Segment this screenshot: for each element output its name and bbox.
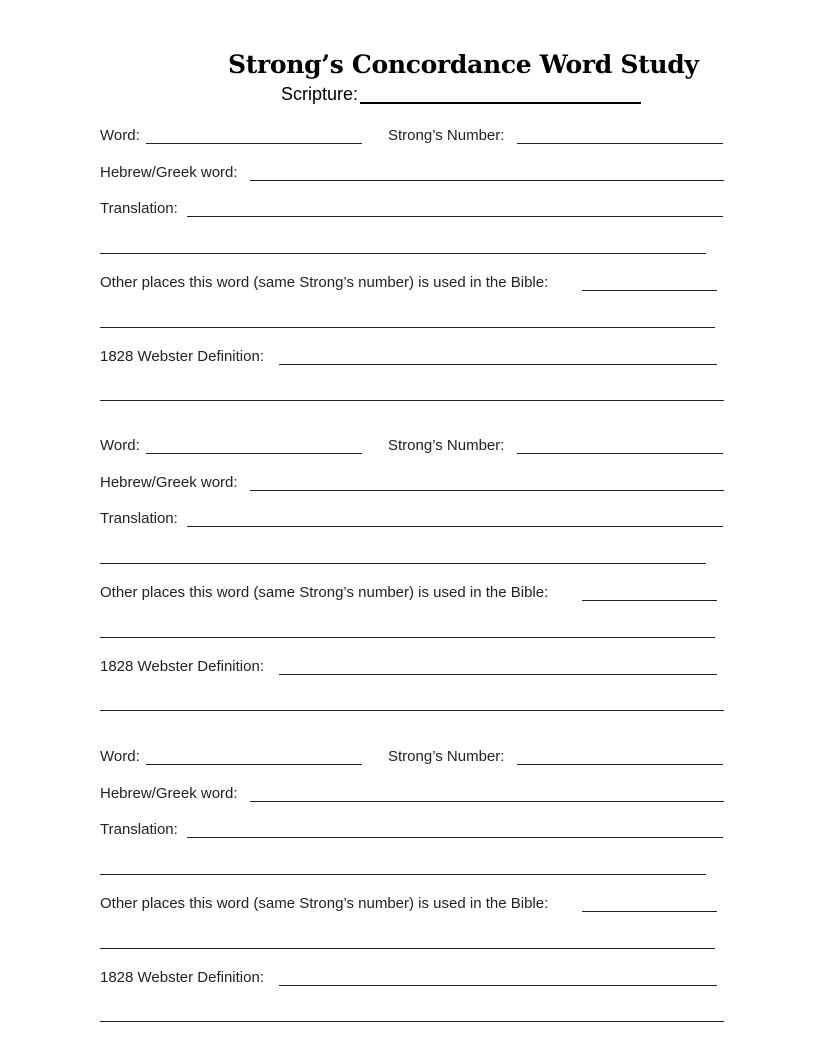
other-places-field[interactable] bbox=[582, 600, 717, 601]
webster-definition-field-continued[interactable] bbox=[100, 1021, 724, 1022]
word-field[interactable] bbox=[146, 143, 362, 144]
other-places-field-continued[interactable] bbox=[100, 637, 715, 638]
webster-label: 1828 Webster Definition: bbox=[100, 658, 264, 675]
hebrew-greek-field[interactable] bbox=[250, 490, 724, 491]
translation-field[interactable] bbox=[187, 216, 723, 217]
translation-field-continued[interactable] bbox=[100, 253, 706, 254]
hebrew-greek-field[interactable] bbox=[250, 801, 724, 802]
webster-definition-field[interactable] bbox=[279, 674, 717, 675]
translation-field-continued[interactable] bbox=[100, 563, 706, 564]
strongs-number-label: Strong’s Number: bbox=[388, 748, 505, 765]
webster-label: 1828 Webster Definition: bbox=[100, 969, 264, 986]
other-places-label: Other places this word (same Strong’s number) is used in the Bible: bbox=[100, 584, 549, 601]
hebrew-greek-label: Hebrew/Greek word: bbox=[100, 164, 238, 181]
other-places-field[interactable] bbox=[582, 290, 717, 291]
other-places-label: Other places this word (same Strong’s number) is used in the Bible: bbox=[100, 274, 549, 291]
hebrew-greek-field[interactable] bbox=[250, 180, 724, 181]
translation-label: Translation: bbox=[100, 510, 178, 527]
webster-definition-field-continued[interactable] bbox=[100, 400, 724, 401]
webster-definition-field-continued[interactable] bbox=[100, 710, 724, 711]
word-label: Word: bbox=[100, 748, 140, 765]
other-places-field-continued[interactable] bbox=[100, 948, 715, 949]
word-label: Word: bbox=[100, 437, 140, 454]
other-places-field[interactable] bbox=[582, 911, 717, 912]
other-places-label: Other places this word (same Strong’s number) is used in the Bible: bbox=[100, 895, 549, 912]
translation-field-continued[interactable] bbox=[100, 874, 706, 875]
strongs-number-label: Strong’s Number: bbox=[388, 127, 505, 144]
translation-field[interactable] bbox=[187, 526, 723, 527]
word-field[interactable] bbox=[146, 453, 362, 454]
strongs-number-field[interactable] bbox=[517, 143, 723, 144]
translation-label: Translation: bbox=[100, 200, 178, 217]
translation-label: Translation: bbox=[100, 821, 178, 838]
word-label: Word: bbox=[100, 127, 140, 144]
strongs-number-field[interactable] bbox=[517, 764, 723, 765]
page-title: Strong’s Concordance Word Study bbox=[228, 50, 699, 79]
word-field[interactable] bbox=[146, 764, 362, 765]
scripture-field[interactable] bbox=[360, 102, 641, 104]
scripture-label: Scripture: bbox=[281, 84, 359, 104]
hebrew-greek-label: Hebrew/Greek word: bbox=[100, 785, 238, 802]
strongs-number-field[interactable] bbox=[517, 453, 723, 454]
translation-field[interactable] bbox=[187, 837, 723, 838]
strongs-number-label: Strong’s Number: bbox=[388, 437, 505, 454]
hebrew-greek-label: Hebrew/Greek word: bbox=[100, 474, 238, 491]
webster-label: 1828 Webster Definition: bbox=[100, 348, 264, 365]
webster-definition-field[interactable] bbox=[279, 364, 717, 365]
webster-definition-field[interactable] bbox=[279, 985, 717, 986]
other-places-field-continued[interactable] bbox=[100, 327, 715, 328]
